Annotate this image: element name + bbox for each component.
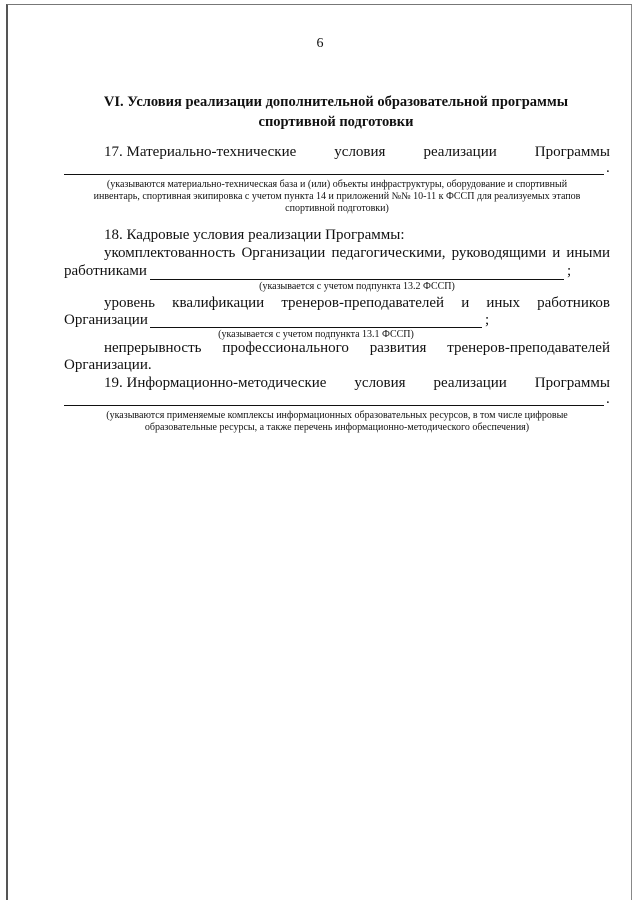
staffing-word: и (552, 245, 561, 261)
item-18-title: 18. Кадровые условия реализации Программы: (104, 227, 405, 243)
continuity-word: профессионального (222, 340, 349, 356)
item-17-word: 17. Материально-технические (104, 144, 297, 160)
qualification-cont: Организации (64, 312, 148, 328)
staffing-word: укомплектованность (104, 245, 236, 261)
item-19-word: условия (354, 375, 406, 391)
continuity-cont: Организации. (64, 357, 152, 373)
staffing-word: иными (566, 245, 610, 261)
staffing-cont: работниками (64, 263, 147, 279)
item-19-fill-line (64, 405, 604, 406)
item-17-word: условия (334, 144, 386, 160)
staffing-word: педагогическими, (331, 245, 446, 261)
continuity-word: тренеров-преподавателей (447, 340, 610, 356)
item-17-note-line3: спортивной подготовки) (285, 203, 389, 214)
item-17-note-line2: инвентарь, спортивная экипировка с учетом пункта 14 и приложений №№ 10-11 к ФССП для реализуемых этапов (93, 191, 581, 202)
item-19-word: реализации (433, 375, 507, 391)
qualification-word: работников (537, 295, 610, 311)
qualification-word: тренеров-преподавателей (281, 295, 445, 311)
staffing-word: Организации (241, 245, 326, 261)
qualification-word: иных (486, 295, 521, 311)
continuity-word: непрерывность (104, 340, 202, 356)
item-19-heading (104, 375, 610, 392)
item-17-heading (104, 144, 610, 161)
continuity-word: развития (369, 340, 427, 356)
staffing-note: (указывается с учетом подпункта 13.2 ФССП) (259, 281, 455, 292)
item-19-word: 19. Информационно-методические (104, 375, 327, 391)
qualification-word: уровень (104, 295, 156, 311)
section-title-line2: спортивной подготовки (258, 114, 414, 130)
staffing-fill-line (150, 279, 564, 280)
item-19-note-line2: образовательные ресурсы, а также перечень информационно-методического обеспечения) (144, 422, 530, 433)
page-border (6, 4, 632, 900)
qualification-note: (указывается с учетом подпункта 13.1 ФССП) (218, 329, 414, 340)
section-title-line1: VI. Условия реализации дополнительной образовательной программы (103, 94, 569, 110)
staffing-word: руководящими (451, 245, 547, 261)
item-19-word: Программы (534, 375, 610, 391)
staffing-end-punct: ; (567, 263, 572, 279)
qualification-word: и (461, 295, 470, 311)
page-number: 6 (316, 36, 324, 51)
item-17-end-punct: . (606, 160, 610, 176)
item-19-end-punct: . (606, 391, 610, 407)
staffing-line (104, 245, 610, 262)
qualification-end-punct: ; (485, 312, 490, 328)
item-17-fill-line (64, 174, 604, 175)
qualification-fill-line (150, 327, 482, 328)
qualification-line (104, 295, 610, 312)
item-17-note-line1: (указываются материально-техническая база и (или) объекты инфраструктуры, оборудование и спортивный (106, 179, 568, 190)
continuity-line (104, 340, 610, 357)
item-17-word: реализации (423, 144, 497, 160)
qualification-word: квалификации (172, 295, 265, 311)
item-19-note-line1: (указываются применяемые комплексы информационных образовательных ресурсов, в том числе цифровые (106, 410, 568, 421)
item-17-word: Программы (534, 144, 610, 160)
